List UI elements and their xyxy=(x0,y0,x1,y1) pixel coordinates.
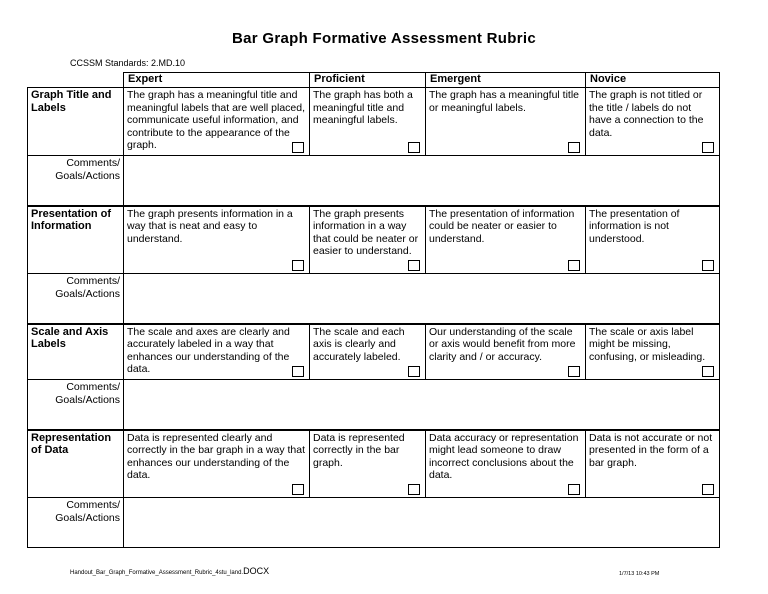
comments-field[interactable] xyxy=(124,274,720,324)
rubric-cell xyxy=(124,324,310,380)
checkbox[interactable] xyxy=(568,484,580,495)
comments-label-text: Comments/ Goals/Actions xyxy=(55,157,120,182)
rubric-cell xyxy=(124,206,310,274)
rubric-cell xyxy=(586,324,720,380)
header-blank-cell xyxy=(28,73,124,88)
rubric-row-representation xyxy=(28,430,720,498)
comments-row xyxy=(28,274,720,324)
criterion-label: Presentation of Information xyxy=(28,206,124,274)
cell-text: The graph has both a meaningful title and meaningful labels. xyxy=(313,89,413,126)
rubric-cell xyxy=(426,206,586,274)
footer-filename xyxy=(70,566,269,576)
checkbox[interactable] xyxy=(702,484,714,495)
rubric-cell xyxy=(310,206,426,274)
checkbox[interactable] xyxy=(568,366,580,377)
checkbox[interactable] xyxy=(292,484,304,495)
rubric-row-presentation xyxy=(28,206,720,274)
comments-field[interactable] xyxy=(124,156,720,206)
standards-label: CCSSM Standards: 2.MD.10 xyxy=(70,58,186,68)
cell-text: The graph presents information in a way that could be neater or easier to understand. xyxy=(313,207,419,257)
cell-text: Our understanding of the scale or axis would benefit from more clarity and / or accuracy. xyxy=(429,325,576,363)
rubric-cell xyxy=(310,324,426,380)
checkbox[interactable] xyxy=(702,366,714,377)
cell-text: The graph has a meaningful title or meaningful labels. xyxy=(429,89,580,114)
checkbox[interactable] xyxy=(408,366,420,377)
checkbox[interactable] xyxy=(568,260,580,271)
rubric-cell xyxy=(124,430,310,498)
cell-text: The scale or axis label might be missing, confusing, or misleading. xyxy=(589,325,706,363)
criterion-label: Representation of Data xyxy=(28,430,124,498)
cell-text: Data is not accurate or not presented in the form of a bar graph. xyxy=(589,431,713,469)
rubric-table xyxy=(27,72,720,548)
cell-text: The graph is not titled or the title / labels do not have a connection to the data. xyxy=(589,89,704,139)
comments-label xyxy=(28,274,124,324)
rubric-row-graph-title xyxy=(28,88,720,156)
checkbox[interactable] xyxy=(408,142,420,153)
comments-row xyxy=(28,380,720,430)
checkbox[interactable] xyxy=(702,142,714,153)
cell-text: The scale and each axis is clearly and accurately labeled. xyxy=(313,325,405,363)
header-row xyxy=(28,73,720,88)
comments-row xyxy=(28,498,720,548)
checkbox[interactable] xyxy=(292,142,304,153)
comments-label-text: Comments/ Goals/Actions xyxy=(55,499,120,524)
cell-text: Data accuracy or representation might lead someone to draw incorrect conclusions about the data. xyxy=(429,431,579,481)
comments-label xyxy=(28,380,124,430)
footer-timestamp: 1/7/13 10:43 PM xyxy=(619,571,660,577)
column-header-novice: Novice xyxy=(586,73,720,88)
comments-label xyxy=(28,156,124,206)
column-header-proficient: Proficient xyxy=(310,73,426,88)
checkbox[interactable] xyxy=(568,142,580,153)
column-header-emergent: Emergent xyxy=(426,73,586,88)
rubric-cell xyxy=(426,88,586,156)
criterion-label: Scale and Axis Labels xyxy=(28,324,124,380)
cell-text: The graph has a meaningful title and meaningful labels that are well placed, communicate useful information, and contribute to the appearance of the graph. xyxy=(127,89,306,151)
footer-extension: DOCX xyxy=(243,566,270,576)
comments-field[interactable] xyxy=(124,498,720,548)
comments-row xyxy=(28,156,720,206)
cell-text: The scale and axes are clearly and accurately labeled in a way that enhances our understanding of the data. xyxy=(127,325,290,375)
cell-text: The graph presents information in a way that is neat and easy to understand. xyxy=(127,207,293,245)
rubric-cell xyxy=(586,206,720,274)
rubric-cell xyxy=(124,88,310,156)
comments-label-text: Comments/ Goals/Actions xyxy=(55,275,120,300)
checkbox[interactable] xyxy=(292,260,304,271)
column-header-expert: Expert xyxy=(124,73,310,88)
document-title: Bar Graph Formative Assessment Rubric xyxy=(232,30,536,47)
criterion-label: Graph Title and Labels xyxy=(28,88,124,156)
rubric-cell xyxy=(310,430,426,498)
rubric-cell xyxy=(586,430,720,498)
checkbox[interactable] xyxy=(408,484,420,495)
rubric-row-scale-axis xyxy=(28,324,720,380)
checkbox[interactable] xyxy=(702,260,714,271)
comments-label xyxy=(28,498,124,548)
rubric-cell xyxy=(310,88,426,156)
cell-text: Data is represented clearly and correctly in the bar graph in a way that enhances our understanding of the data. xyxy=(127,431,306,481)
comments-field[interactable] xyxy=(124,380,720,430)
comments-label-text: Comments/ Goals/Actions xyxy=(55,381,120,406)
cell-text: The presentation of information is not understood. xyxy=(589,207,680,245)
footer-filename-text: Handout_Bar_Graph_Formative_Assessment_Rubric_4stu_land. xyxy=(70,570,244,576)
cell-text: The presentation of information could be neater or easier to understand. xyxy=(429,207,575,245)
checkbox[interactable] xyxy=(292,366,304,377)
checkbox[interactable] xyxy=(408,260,420,271)
rubric-cell xyxy=(426,324,586,380)
rubric-cell xyxy=(586,88,720,156)
rubric-cell xyxy=(426,430,586,498)
cell-text: Data is represented correctly in the bar graph. xyxy=(313,431,405,469)
